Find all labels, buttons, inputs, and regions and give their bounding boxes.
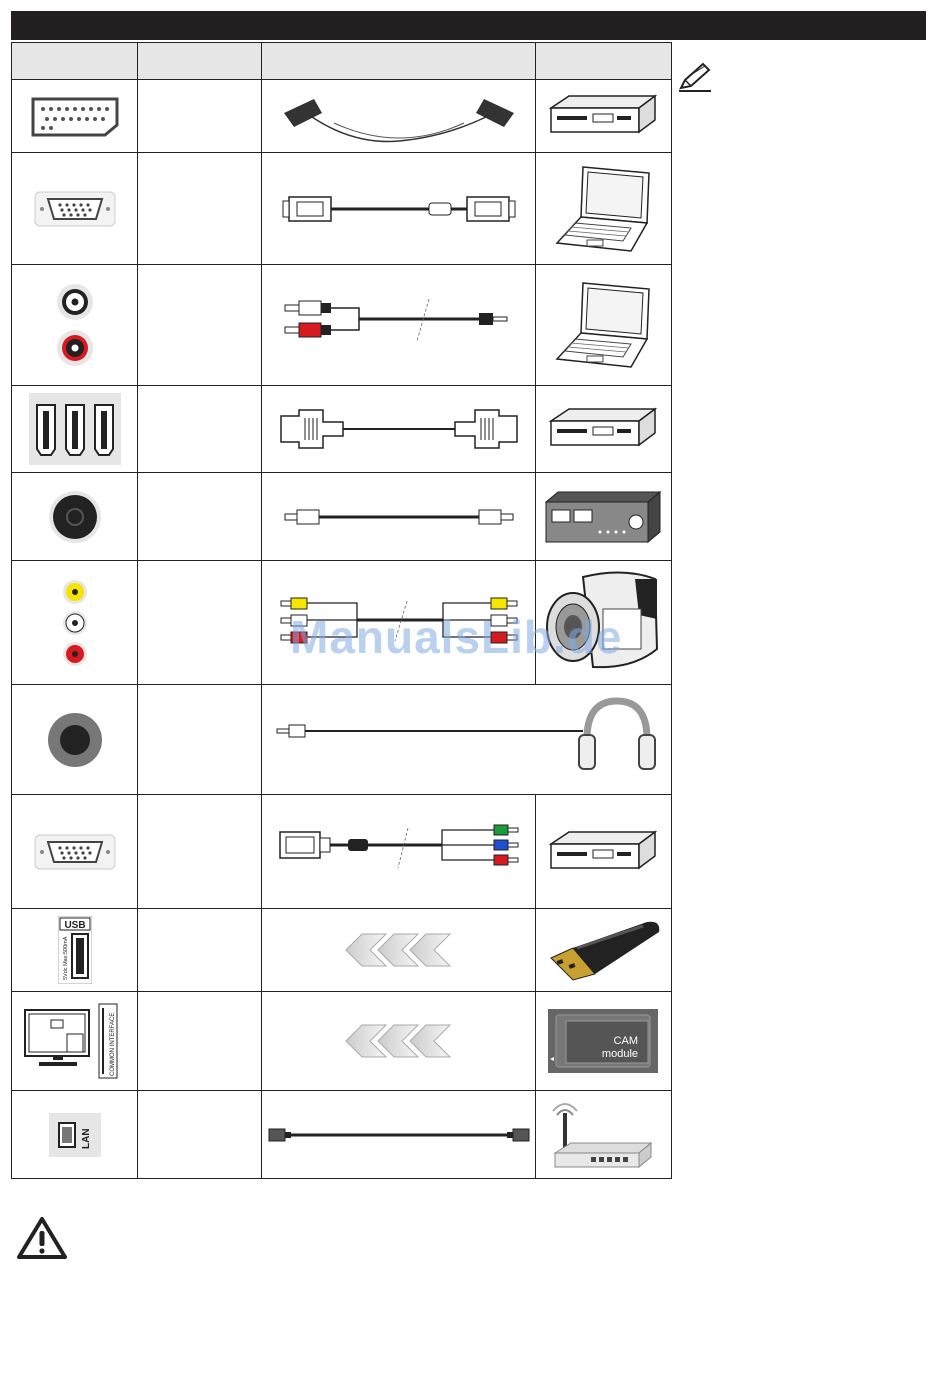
type-cell	[138, 561, 262, 685]
headphone-cable-icon	[262, 685, 672, 795]
camcorder-icon	[535, 561, 671, 685]
ypbpr-vga-port-icon	[12, 795, 138, 909]
headphone-port-icon	[12, 685, 138, 795]
table-row	[12, 473, 672, 561]
type-cell	[138, 153, 262, 265]
router-icon	[535, 1091, 671, 1179]
table-header-row	[12, 43, 672, 80]
dvd-player-icon	[535, 80, 671, 153]
table-row	[12, 1091, 672, 1179]
table-row	[12, 992, 672, 1091]
ci-slot-icon	[12, 992, 138, 1091]
table-row	[12, 795, 672, 909]
hdmi-cable-icon	[262, 386, 535, 473]
type-cell	[138, 992, 262, 1091]
insert-arrows-icon	[262, 909, 535, 992]
cam-module-label: module	[602, 1048, 639, 1060]
type-cell	[138, 473, 262, 561]
table-row	[12, 561, 672, 685]
ypbpr-cable-icon	[262, 795, 535, 909]
type-cell	[138, 386, 262, 473]
connections-table	[11, 42, 672, 1179]
spdif-port-icon	[12, 473, 138, 561]
dvd-player-icon	[535, 386, 671, 473]
pc-audio-port-icon	[12, 265, 138, 386]
audio-amplifier-icon	[535, 473, 671, 561]
rca-to-minijack-cable-icon	[262, 265, 535, 386]
watermark: ManualsLib.de	[290, 611, 623, 663]
scart-port-icon	[12, 80, 138, 153]
type-cell	[138, 909, 262, 992]
ci-slot-label: COMMON INTERFACE	[109, 1012, 116, 1076]
lan-port-icon	[12, 1091, 138, 1179]
header-type	[138, 43, 262, 80]
type-cell	[138, 1091, 262, 1179]
cam-label: CAM	[613, 1035, 639, 1047]
vga-cable-icon	[262, 153, 535, 265]
type-cell	[138, 265, 262, 386]
table-row	[12, 909, 672, 992]
type-cell	[138, 795, 262, 909]
table-row	[12, 80, 672, 153]
section-title-bar	[11, 11, 926, 40]
insert-arrows-icon	[262, 992, 535, 1091]
table-row	[12, 386, 672, 473]
laptop-icon	[535, 153, 671, 265]
header-connector	[12, 43, 138, 80]
usb-stick-icon	[535, 909, 671, 992]
av-ports-icon	[12, 561, 138, 685]
vga-port-icon	[12, 153, 138, 265]
table-row	[12, 685, 672, 795]
cam-module-icon	[535, 992, 671, 1091]
usb-power-label: 5Vdc Max:500mA	[62, 936, 69, 980]
lan-port-label: LAN	[80, 1127, 92, 1149]
laptop-icon	[535, 265, 671, 386]
coaxial-cable-icon	[262, 473, 535, 561]
scart-cable-icon	[262, 80, 535, 153]
usb-port-icon	[12, 909, 138, 992]
usb-port-label: USB	[64, 920, 86, 931]
dvd-player-icon	[535, 795, 671, 909]
header-cables	[262, 43, 535, 80]
hdmi-ports-icon	[12, 386, 138, 473]
type-cell	[138, 685, 262, 795]
table-row	[12, 153, 672, 265]
pencil-note-icon	[677, 62, 713, 94]
av-cable-icon	[262, 561, 535, 685]
header-device	[535, 43, 671, 80]
table-row	[12, 265, 672, 386]
warning-triangle-icon	[16, 1215, 68, 1261]
headphones-icon	[579, 701, 655, 769]
type-cell	[138, 80, 262, 153]
ethernet-cable-icon	[262, 1091, 535, 1179]
